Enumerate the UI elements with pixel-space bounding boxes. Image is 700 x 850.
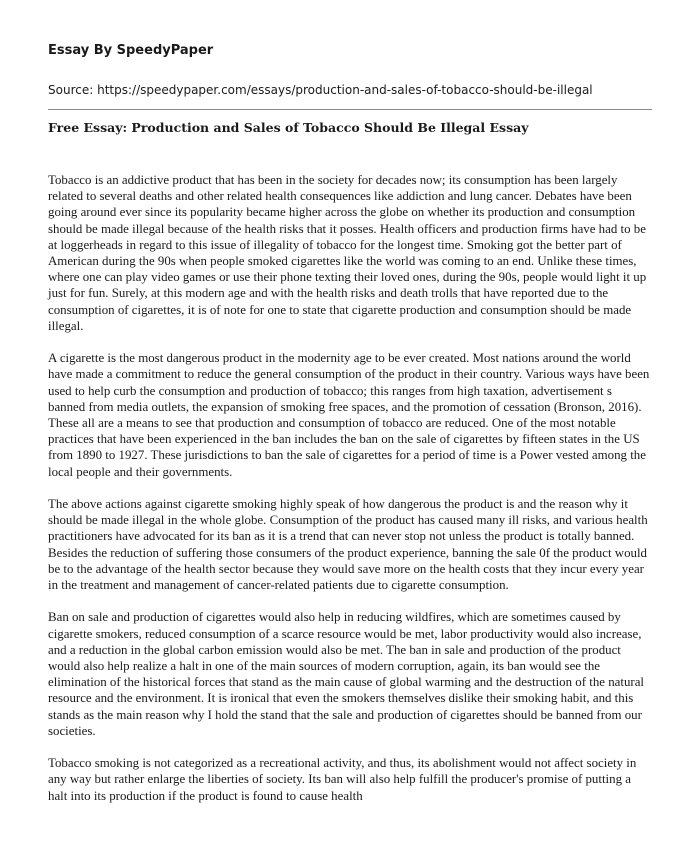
essay-title: Free Essay: Production and Sales of Tobacco Should Be Illegal Essay	[48, 120, 529, 135]
header-divider	[48, 109, 652, 110]
paragraph-2: A cigarette is the most dangerous product in the modernity age to be ever created. Most nations around the world have made a commitment to reduce the general consumption of the product in their country. Various ways have been used to help curb the consumption and production of tobacco; this ranges from high taxation, advertisement s banned from media outlets, the expansion of smoking free spaces, and the promotion of cessation (Bronson, 2016). These all are a means to see that production and consumption of tobacco are reduced. One of the most notable practices that have been experienced in the ban includes the ban on the sale of cigarettes by fifteen states in the US from 1890 to 1927. These jurisdictions to ban the sale of cigarettes for a period of time is a Power vested among the local people and their governments.	[48, 351, 650, 479]
paragraph-1: Tobacco is an addictive product that has been in the society for decades now; its consumption has been largely related to several deaths and other related health consequences like addiction and lung cancer. Debates have been going around ever since its popularity became higher across the globe on whether its production and consumption should be made illegal because of the health risks that it posses. Health officers and production firms have had to be at loggerheads in regard to this issue of illegality of tobacco for the longest time. Smoking got the better part of American during the 90s when people smoked cigarettes like the world was coming to an end. Unlike these times, where one can play video games or use their phone texting their loved ones, during the 90s, people would light it up just for fun. Surely, at this modern age and with the health risks and death trolls that have reported due to the consumption of cigarettes, it is of note for one to state that cigarette production and consumption should be made illegal.	[48, 173, 647, 333]
source-url: https://speedypaper.com/essays/production-and-sales-of-tobacco-should-be-illegal	[97, 83, 593, 97]
brand-title: Essay By SpeedyPaper	[48, 43, 214, 58]
source-line	[48, 82, 652, 98]
paragraph-4: Ban on sale and production of cigarettes would also help in reducing wildfires, which are sometimes caused by cigarette smokers, reduced consumption of a scarce resource would be met, labor productivity would also increase, and a reduction in the global carbon emission would also be met. The ban in sale and production of the product would also help realize a halt in one of the main sources of modern corruption, again, its ban would see the elimination of the historical forces that stand as the main cause of global warming and the destruction of the natural resource and the environment. It is ironical that even the smokers themselves dislike their smoking habit, and this stands as the main reason why I hold the stand that the sale and production of cigarettes should be banned from our societies.	[48, 610, 645, 738]
essay-body	[48, 172, 652, 820]
paragraph-3: The above actions against cigarette smoking highly speak of how dangerous the product is and the reason why it should be made illegal in the whole globe. Consumption of the product has caused many ill risks, and various health practitioners have advocated for its ban as it is a trend that can never stop not unless the product is totally banned. Besides the reduction of suffering those consumers of the product experience, banning the sale 0f the product would be to the advantage of the health sector because they would save more on the health costs that they incur every year in the treatment and management of cancer-related patients due to cigarette consumption.	[48, 497, 648, 593]
paragraph-5: Tobacco smoking is not categorized as a recreational activity, and thus, its abolishment would not affect society in any way but rather enlarge the liberties of society. Its ban will also help fulfill the producer's promise of putting a halt into its production if the product is found to cause health	[48, 756, 637, 803]
document-header	[48, 42, 652, 98]
source-label: Source:	[48, 83, 94, 97]
